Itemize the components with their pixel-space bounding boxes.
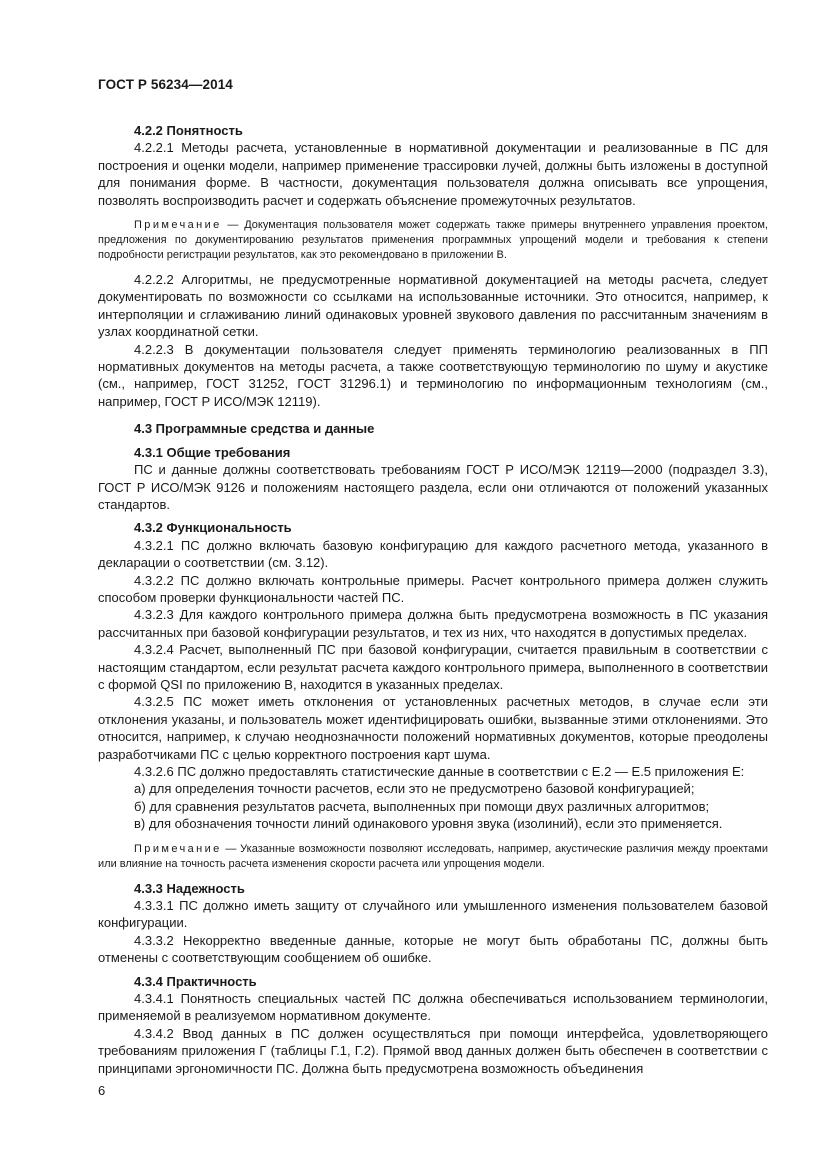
note-label: Примечание <box>134 219 222 232</box>
body-paragraph: 4.3.2.5 ПС может иметь отклонения от установленных расчетных методов, в случае если эти отклонения указаны, и пользователь может идентифицировать ошибки, вызванные этими отклонениями. Это относится, например, к случаю неоднозначности положений нормативных документов, которые преодолены разработчиками ПС с целью корректного построения карт шума. <box>98 694 768 762</box>
body-paragraph: а) для определения точности расчетов, если это не предусмотрено базовой конфигурацией; <box>134 781 695 797</box>
document-header: ГОСТ Р 56234—2014 <box>98 77 233 92</box>
body-paragraph: 4.2.2.3 В документации пользователя следует применять терминологию реализованных в ПП нормативных документов на методы расчета, а также соответствующую терминологию по шуму и акустике (см., например, ГОСТ 31252, ГОСТ 31296.1) и терминологию по информационным технологиям (см., например, ГОСТ Р ИСО/МЭК 12119). <box>98 341 768 409</box>
subsection-heading: 4.3.2 Функциональность <box>134 520 292 536</box>
body-paragraph: 4.3.3.1 ПС должно иметь защиту от случайного или умышленного изменения пользователем базовой конфигурации. <box>98 898 768 931</box>
body-paragraph: ПС и данные должны соответствовать требованиям ГОСТ Р ИСО/МЭК 12119—2000 (подраздел 3.3), ГОСТ Р ИСО/МЭК 9126 и положениям настоящего раздела, если они отличаются от положений указанных стандартов. <box>98 462 768 512</box>
section-heading: 4.3 Программные средства и данные <box>134 421 375 437</box>
note-paragraph <box>98 842 768 872</box>
body-paragraph: в) для обозначения точности линий одинакового уровня звука (изолиний), если это применяется. <box>134 816 723 832</box>
body-paragraph: 4.3.2.2 ПС должно включать контрольные примеры. Расчет контрольного примера должен служить способом проверки функциональности частей ПС. <box>98 572 768 605</box>
note-paragraph <box>98 218 768 263</box>
body-paragraph: 4.2.2.2 Алгоритмы, не предусмотренные нормативной документацией на методы расчета, следует документировать по возможности со ссылками на использованные источники. Это относится, например, к интерполяции и сглаживанию линий одинаковых уровней звукового давления по рассчитанным значениям в узлах координатной сетки. <box>98 272 768 340</box>
note-dash: — <box>221 219 245 232</box>
body-paragraph: 4.3.2.4 Расчет, выполненный ПС при базовой конфигурации, считается правильным в соответствии с настоящим стандартом, если результат расчета каждого контрольного примера, выполненного в соответствии с формой QSI по приложению В, находится в указанных пределах. <box>98 642 768 692</box>
subsection-heading: 4.2.2 Понятность <box>134 123 243 138</box>
body-paragraph: 4.3.2.6 ПС должно предоставлять статистические данные в соответствии с Е.2 — Е.5 приложения Е: <box>134 764 745 779</box>
body-paragraph: 4.3.4.2 Ввод данных в ПС должен осуществляться при помощи интерфейса, удовлетворяющего требованиям приложения Г (таблицы Г.1, Г.2). Прямой ввод данных должен быть обеспечен в соответствии с принципами эргономичности ПС. Должна быть предусмотрена возможность объединения <box>98 1025 768 1076</box>
note-text: Указанные возможности позволяют исследовать, например, акустические различия между проектами или влияние на точность расчета изменения скорости расчета или упрощения модели. <box>98 842 768 870</box>
body-paragraph: 4.3.3.2 Некорректно введенные данные, которые не могут быть обработаны ПС, должны быть отменены с соответствующим сообщением об ошибке. <box>98 932 768 966</box>
note-dash: — <box>221 842 241 855</box>
body-paragraph: 4.3.2.1 ПС должно включать базовую конфигурацию для каждого расчетного метода, указанного в декларации о соответствии (см. 3.12). <box>98 537 768 571</box>
page-number: 6 <box>98 1083 106 1098</box>
subsection-heading: 4.3.4 Практичность <box>134 973 257 989</box>
body-paragraph: 4.3.4.1 Понятность специальных частей ПС должна обеспечиваться использованием терминологии, применяемой в реализуемом нормативном документе. <box>98 991 768 1024</box>
note-text: Документация пользователя может содержать также примеры внутреннего управления проектом, предложения по документированию результатов применения программных упрощений модели и требования к степени подробности регистрации результатов, как это рекомендовано в приложении В. <box>98 219 768 262</box>
body-paragraph: б) для сравнения результатов расчета, выполненных при помощи двух различных алгоритмов; <box>134 798 710 814</box>
note-label: Примечание <box>134 842 222 855</box>
subsection-heading: 4.3.1 Общие требования <box>134 444 291 460</box>
document-body <box>98 116 768 1077</box>
body-paragraph: 4.2.2.1 Методы расчета, установленные в нормативной документации и реализованные в ПС для построения и оценки модели, например применение трассировки лучей, должны быть изложены в доступной для понимания форме. В частности, документация пользователя должна описывать все упрощения, позволять воспроизводить расчет и содержать объяснение промежуточных результатов. <box>98 140 768 208</box>
body-paragraph: 4.3.2.3 Для каждого контрольного примера должна быть предусмотрена возможность в ПС указания рассчитанных при базовой конфигурации результатов, и тех из них, что находятся в допустимых пределах. <box>98 607 768 640</box>
subsection-heading: 4.3.3 Надежность <box>134 880 245 896</box>
